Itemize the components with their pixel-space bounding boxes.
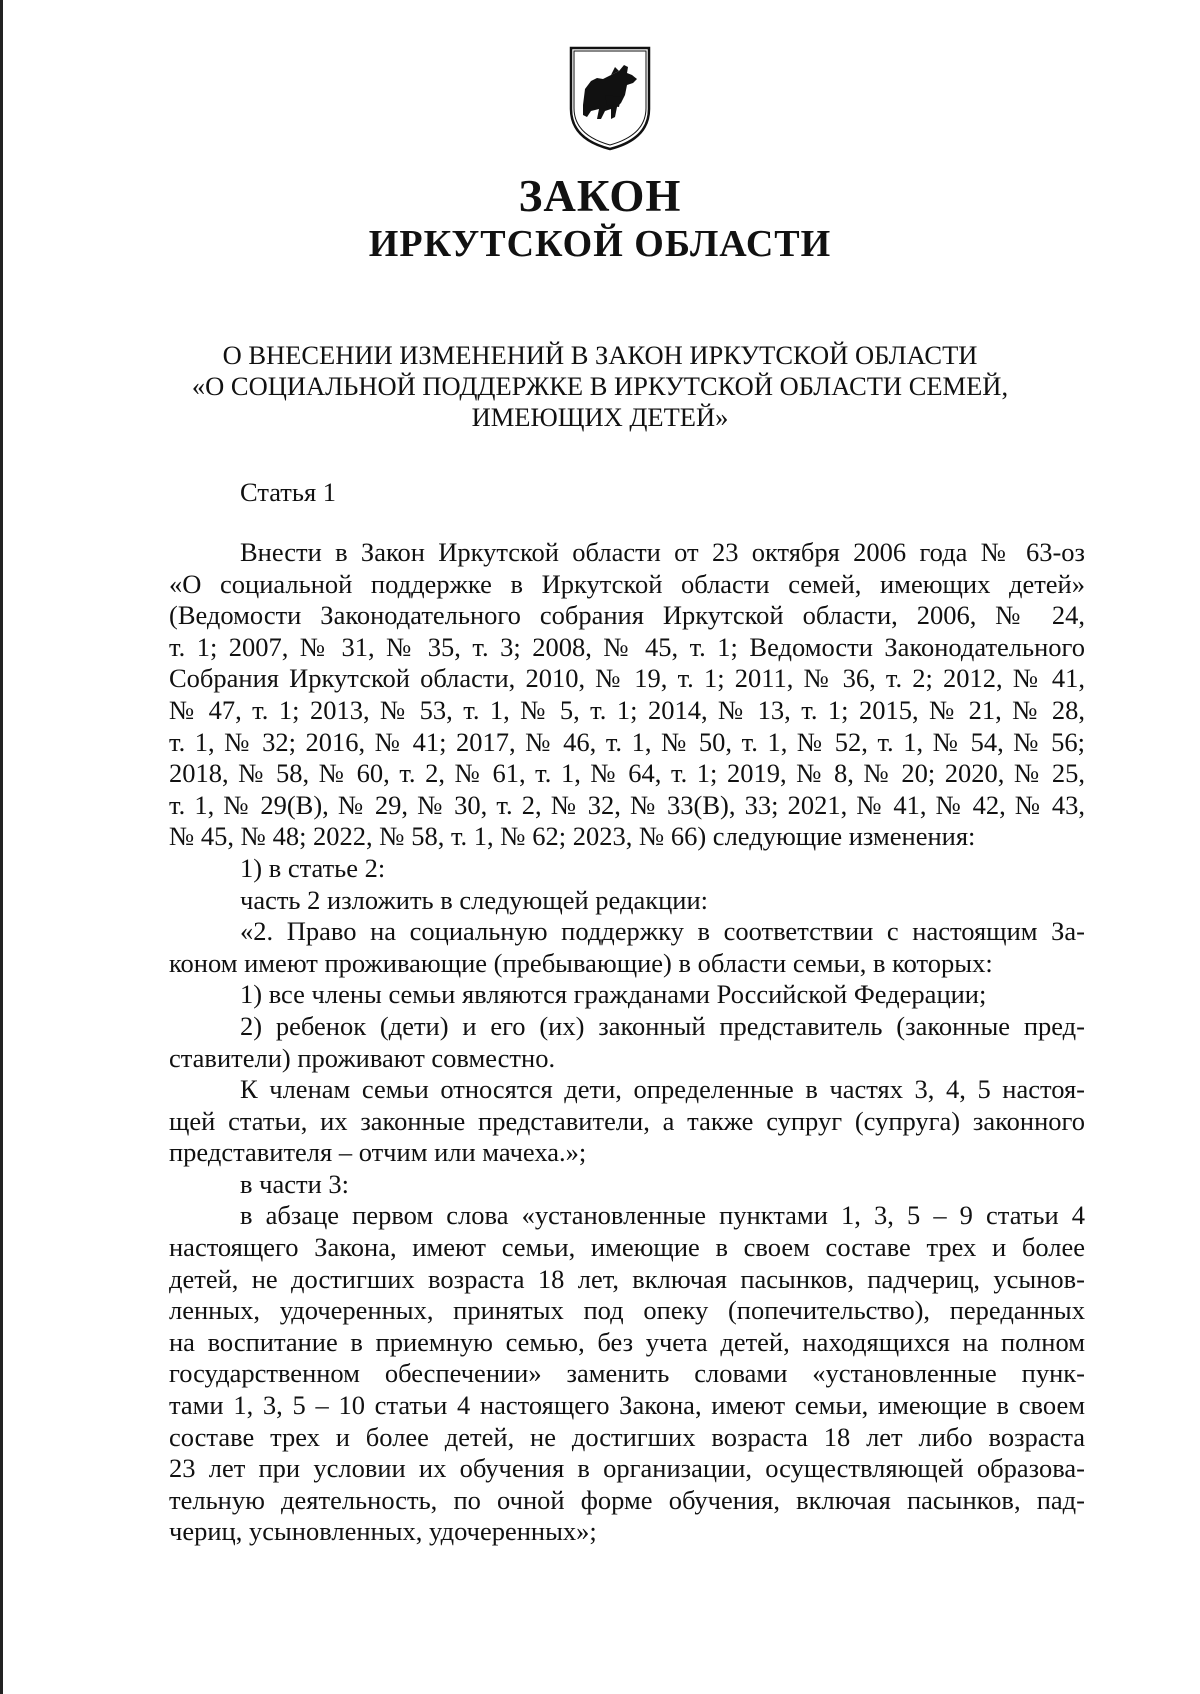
body-line: т. 1, № 29(В), № 29, № 30, т. 2, № 32, № 33(В), 33; 2021, № 41, № 42, № 43, bbox=[169, 789, 1085, 820]
body-line: т. 1, № 32; 2016, № 41; 2017, № 46, т. 1, № 50, т. 1, № 52, т. 1, № 54, № 56; bbox=[169, 726, 1085, 757]
body-line: «О социальной поддержке в Иркутской области семей, имеющих детей» bbox=[169, 568, 1085, 599]
body-line: представителя – отчим или мачеха.»; bbox=[169, 1137, 587, 1168]
body-line: № 45, № 48; 2022, № 58, т. 1, № 62; 2023, № 66) следующие изменения: bbox=[169, 821, 976, 852]
body-line: 23 лет при условии их обучения в организации, осуществляющей образова- bbox=[169, 1453, 1085, 1484]
body-line: часть 2 изложить в следующей редакции: bbox=[240, 884, 708, 915]
body-line: 1) в статье 2: bbox=[240, 852, 386, 883]
body-line: ленных, удочеренных, принятых под опеку (попечительство), переданных bbox=[169, 1295, 1085, 1326]
body-line: 1) все члены семьи являются гражданами Российской Федерации; bbox=[240, 979, 987, 1010]
body-line: в части 3: bbox=[240, 1168, 349, 1199]
body-line: К членам семьи относятся дети, определенные в частях 3, 4, 5 настоя- bbox=[240, 1074, 1085, 1105]
law-title: ЗАКОН bbox=[518, 171, 682, 221]
body-line: Внести в Закон Иркутской области от 23 октября 2006 года № 63-оз bbox=[240, 537, 1085, 567]
body-line: 2) ребенок (дети) и его (их) законный представитель (законные пред- bbox=[240, 1010, 1085, 1041]
law-region-title: ИРКУТСКОЙ ОБЛАСТИ bbox=[368, 223, 832, 265]
body-line: (Ведомости Законодательного собрания Иркутской области, 2006, № 24, bbox=[169, 600, 1085, 631]
law-subtitle bbox=[160, 340, 1040, 433]
body-line: Собрания Иркутской области, 2010, № 19, т. 1; 2011, № 36, т. 2; 2012, № 41, bbox=[169, 663, 1085, 694]
body-line: ставители) проживают совместно. bbox=[169, 1042, 556, 1073]
subtitle-line: О ВНЕСЕНИИ ИЗМЕНЕНИЙ В ЗАКОН ИРКУТСКОЙ ОБЛАСТИ bbox=[222, 340, 978, 370]
body-line: в абзаце первом слова «установленные пунктами 1, 3, 5 – 9 статьи 4 bbox=[240, 1200, 1085, 1231]
body-line: тельную деятельность, по очной форме обучения, включая пасынков, пад- bbox=[169, 1484, 1085, 1515]
law-body-text bbox=[169, 537, 1085, 1548]
subtitle-line: ИМЕЮЩИХ ДЕТЕЙ» bbox=[471, 402, 729, 432]
irkutsk-coat-of-arms-icon bbox=[567, 45, 653, 151]
body-line: «2. Право на социальную поддержку в соответствии с настоящим За- bbox=[240, 916, 1085, 947]
body-line: коном имеют проживающие (пребывающие) в области семьи, в которых: bbox=[169, 947, 993, 978]
body-line: детей, не достигших возраста 18 лет, включая пасынков, падчериц, усынов- bbox=[169, 1263, 1085, 1294]
body-line: составе трех и более детей, не достигших возраста 18 лет либо возраста bbox=[169, 1421, 1085, 1452]
body-line: щей статьи, их законные представители, а также супруг (супруга) законного bbox=[169, 1105, 1085, 1136]
body-line: № 47, т. 1; 2013, № 53, т. 1, № 5, т. 1; 2014, № 13, т. 1; 2015, № 21, № 28, bbox=[169, 694, 1085, 725]
body-line: т. 1; 2007, № 31, № 35, т. 3; 2008, № 45, т. 1; Ведомости Законодательного bbox=[169, 631, 1085, 662]
subtitle-line: «О СОЦИАЛЬНОЙ ПОДДЕРЖКЕ В ИРКУТСКОЙ ОБЛАСТИ СЕМЕЙ, bbox=[191, 371, 1009, 401]
body-line: настоящего Закона, имеют семьи, имеющие в своем составе трех и более bbox=[169, 1232, 1085, 1263]
body-line: тами 1, 3, 5 – 10 статьи 4 настоящего Закона, имеют семьи, имеющие в своем bbox=[169, 1390, 1085, 1421]
body-line: на воспитание в приемную семью, без учета детей, находящихся на полном bbox=[169, 1326, 1085, 1357]
body-line: 2018, № 58, № 60, т. 2, № 61, т. 1, № 64, т. 1; 2019, № 8, № 20; 2020, № 25, bbox=[169, 758, 1085, 789]
article-heading: Статья 1 bbox=[240, 477, 337, 507]
body-line: чериц, усыновленных, удочеренных»; bbox=[169, 1516, 597, 1547]
body-line: государственном обеспечении» заменить словами «установленные пунк- bbox=[169, 1358, 1085, 1389]
